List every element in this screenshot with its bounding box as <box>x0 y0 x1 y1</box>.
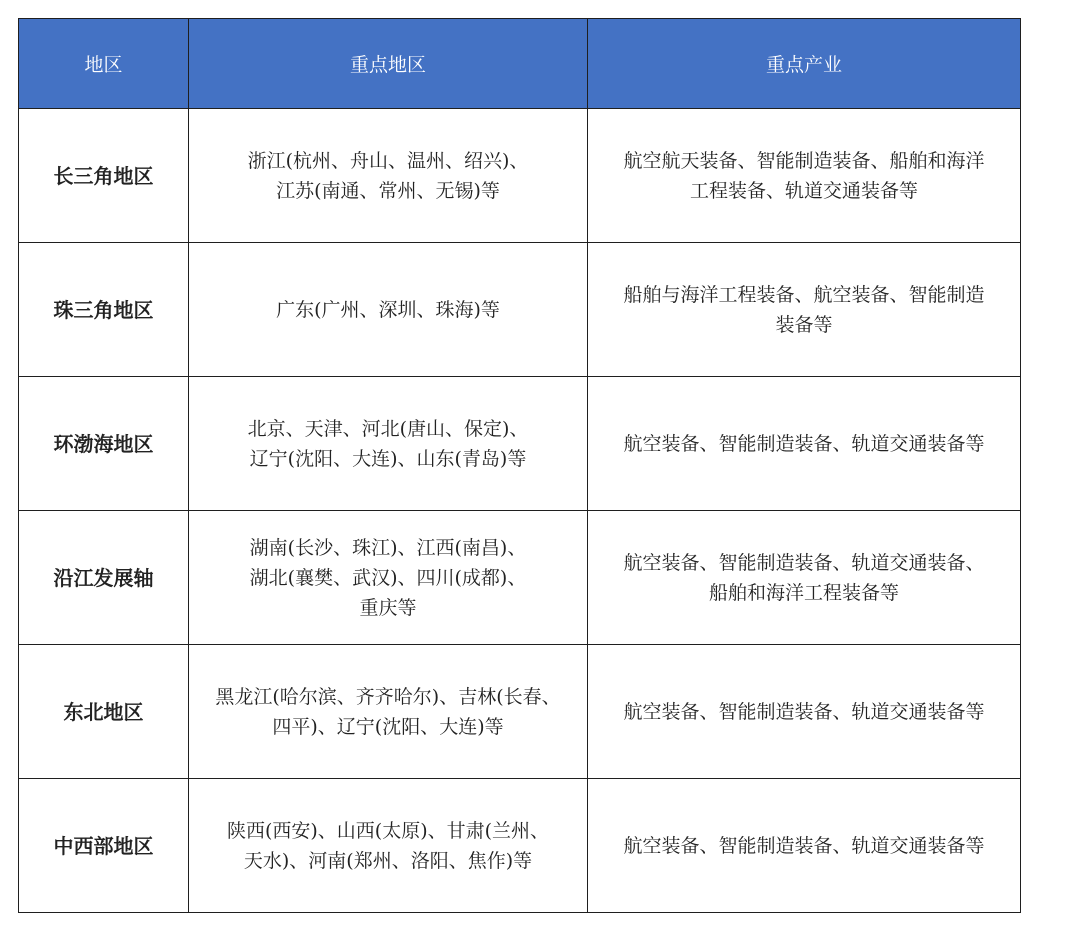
key-industries-cell <box>588 779 1021 913</box>
key-areas-line: 北京、天津、河北(唐山、保定)、 <box>247 417 529 440</box>
table-row <box>19 645 1021 779</box>
key-areas-line: 江苏(南通、常州、无锡)等 <box>276 179 500 202</box>
key-industries-line: 工程装备、轨道交通装备等 <box>689 179 918 202</box>
key-industries-line: 航空装备、智能制造装备、轨道交通装备等 <box>623 432 985 455</box>
key-areas-cell <box>189 511 588 645</box>
region-cell: 长三角地区 <box>19 109 189 243</box>
key-areas-cell <box>189 779 588 913</box>
key-areas-line: 湖北(襄樊、武汉)、四川(成都)、 <box>249 566 527 589</box>
key-areas-cell <box>189 109 588 243</box>
header-key-industries: 重点产业 <box>588 19 1021 109</box>
key-areas-cell <box>189 645 588 779</box>
table-row <box>19 109 1021 243</box>
region-industry-table <box>18 18 1021 913</box>
table-body <box>19 109 1021 913</box>
key-industries-line: 船舶与海洋工程装备、航空装备、智能制造 <box>623 283 985 306</box>
header-region: 地区 <box>19 19 189 109</box>
table-row <box>19 511 1021 645</box>
region-cell: 中西部地区 <box>19 779 189 913</box>
table-row <box>19 779 1021 913</box>
key-areas-line: 黑龙江(哈尔滨、齐齐哈尔)、吉林(长春、 <box>215 685 561 708</box>
key-areas-cell <box>189 243 588 377</box>
table-header <box>19 19 1021 109</box>
key-areas-line: 辽宁(沈阳、大连)、山东(青岛)等 <box>249 447 527 470</box>
key-areas-line: 浙江(杭州、舟山、温州、绍兴)、 <box>247 149 529 172</box>
key-areas-cell <box>189 377 588 511</box>
key-industries-cell <box>588 645 1021 779</box>
key-industries-cell <box>588 511 1021 645</box>
key-industries-cell <box>588 243 1021 377</box>
key-areas-line: 湖南(长沙、珠江)、江西(南昌)、 <box>249 536 527 559</box>
key-industries-line: 航空装备、智能制造装备、轨道交通装备等 <box>623 834 985 857</box>
table-row <box>19 377 1021 511</box>
key-industries-line: 装备等 <box>775 313 833 336</box>
key-areas-line: 广东(广州、深圳、珠海)等 <box>276 298 500 321</box>
key-industries-cell <box>588 377 1021 511</box>
key-industries-line: 航空装备、智能制造装备、轨道交通装备、 <box>623 551 985 574</box>
region-cell: 沿江发展轴 <box>19 511 189 645</box>
region-cell: 环渤海地区 <box>19 377 189 511</box>
region-cell: 东北地区 <box>19 645 189 779</box>
region-industry-table-container <box>18 18 1020 913</box>
key-industries-line: 航空装备、智能制造装备、轨道交通装备等 <box>623 700 985 723</box>
key-areas-line: 天水)、河南(郑州、洛阳、焦作)等 <box>243 849 533 872</box>
key-areas-line: 四平)、辽宁(沈阳、大连)等 <box>272 715 504 738</box>
region-cell: 珠三角地区 <box>19 243 189 377</box>
header-key-areas: 重点地区 <box>189 19 588 109</box>
key-areas-line: 重庆等 <box>359 596 417 619</box>
key-industries-line: 航空航天装备、智能制造装备、船舶和海洋 <box>623 149 985 172</box>
key-industries-line: 船舶和海洋工程装备等 <box>708 581 899 604</box>
key-industries-cell <box>588 109 1021 243</box>
header-row <box>19 19 1021 109</box>
key-areas-line: 陕西(西安)、山西(太原)、甘肃(兰州、 <box>226 819 550 842</box>
table-row <box>19 243 1021 377</box>
